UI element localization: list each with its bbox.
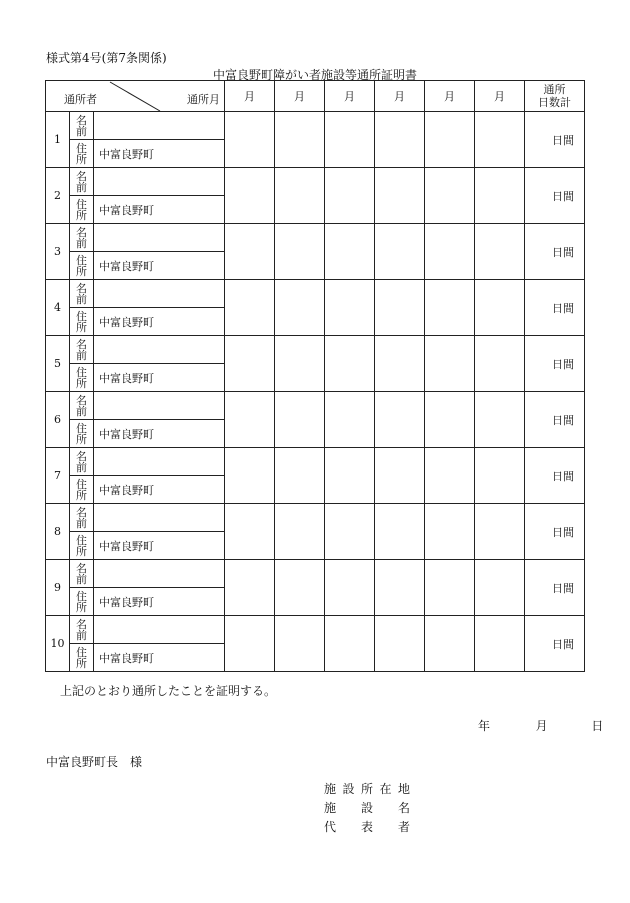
month-attendance-cell[interactable] — [325, 560, 375, 616]
name-field[interactable] — [94, 392, 225, 420]
month-attendance-cell[interactable] — [325, 168, 375, 224]
address-label-char: 住 — [76, 533, 87, 547]
month-attendance-cell[interactable] — [325, 112, 375, 168]
month-attendance-cell[interactable] — [375, 168, 425, 224]
month-attendance-cell[interactable] — [475, 224, 525, 280]
header-month: 月 — [275, 81, 325, 112]
address-label — [70, 588, 94, 616]
name-label — [70, 392, 94, 420]
name-label-char: 前 — [76, 572, 87, 586]
attendance-table — [45, 80, 585, 672]
name-label-char: 前 — [76, 628, 87, 642]
header-month: 月 — [225, 81, 275, 112]
month-attendance-cell[interactable] — [375, 336, 425, 392]
row-number: 5 — [46, 336, 70, 392]
name-label — [70, 336, 94, 364]
month-attendance-cell[interactable] — [275, 112, 325, 168]
header-month: 月 — [425, 81, 475, 112]
name-label-char: 前 — [76, 348, 87, 362]
document-title: 中富良野町障がい者施設等通所証明書 — [212, 68, 417, 82]
day-total-cell[interactable]: 日間 — [525, 168, 585, 224]
month-attendance-cell[interactable] — [375, 448, 425, 504]
name-field[interactable] — [94, 112, 225, 140]
month-attendance-cell[interactable] — [375, 560, 425, 616]
address-label — [70, 252, 94, 280]
name-label — [70, 616, 94, 644]
month-attendance-cell[interactable] — [225, 392, 275, 448]
name-label-char: 名 — [76, 281, 87, 295]
month-attendance-cell[interactable] — [325, 280, 375, 336]
month-attendance-cell[interactable] — [375, 224, 425, 280]
month-attendance-cell[interactable] — [225, 336, 275, 392]
date-day-field[interactable]: 日 — [591, 719, 604, 733]
month-attendance-cell[interactable] — [275, 504, 325, 560]
month-attendance-cell[interactable] — [225, 504, 275, 560]
name-field[interactable] — [94, 280, 225, 308]
name-label-char: 前 — [76, 292, 87, 306]
day-total-cell[interactable]: 日間 — [525, 560, 585, 616]
name-label-char: 前 — [76, 516, 87, 530]
month-attendance-cell[interactable] — [325, 448, 375, 504]
address-field[interactable]: 中富良野町 — [94, 308, 225, 336]
month-attendance-cell[interactable] — [475, 336, 525, 392]
name-label-char: 前 — [76, 180, 87, 194]
month-attendance-cell[interactable] — [225, 560, 275, 616]
address-label-char: 所 — [76, 208, 87, 222]
name-field[interactable] — [94, 224, 225, 252]
address-field[interactable]: 中富良野町 — [94, 364, 225, 392]
month-attendance-cell[interactable] — [325, 336, 375, 392]
month-attendance-cell[interactable] — [375, 280, 425, 336]
month-attendance-cell[interactable] — [275, 224, 325, 280]
row-number: 2 — [46, 168, 70, 224]
address-label-char: 所 — [76, 488, 87, 502]
name-label-char: 名 — [76, 225, 87, 239]
month-attendance-cell[interactable] — [225, 112, 275, 168]
name-field[interactable] — [94, 616, 225, 644]
address-label-char: 所 — [76, 656, 87, 670]
month-attendance-cell[interactable] — [225, 280, 275, 336]
address-label — [70, 308, 94, 336]
row-number: 9 — [46, 560, 70, 616]
month-attendance-cell[interactable] — [425, 112, 475, 168]
month-attendance-cell[interactable] — [475, 392, 525, 448]
row-number: 7 — [46, 448, 70, 504]
person-row-name — [46, 224, 585, 252]
month-attendance-cell[interactable] — [275, 616, 325, 672]
person-row-name — [46, 168, 585, 196]
address-label-char: 所 — [76, 544, 87, 558]
month-attendance-cell[interactable] — [325, 616, 375, 672]
header-month: 月 — [375, 81, 425, 112]
month-attendance-cell[interactable] — [325, 504, 375, 560]
address-label-char: 所 — [76, 600, 87, 614]
month-attendance-cell[interactable] — [475, 112, 525, 168]
address-label-char: 住 — [76, 197, 87, 211]
header-month-label: 通所月 — [187, 93, 220, 106]
address-label — [70, 644, 94, 672]
address-field[interactable]: 中富良野町 — [94, 644, 225, 672]
address-label — [70, 532, 94, 560]
address-label-char: 住 — [76, 421, 87, 435]
address-label-char: 住 — [76, 141, 87, 155]
month-attendance-cell[interactable] — [225, 448, 275, 504]
addressee: 中富良野町長 様 — [46, 755, 143, 769]
month-attendance-cell[interactable] — [225, 224, 275, 280]
name-label — [70, 448, 94, 476]
address-label-char: 住 — [76, 645, 87, 659]
month-attendance-cell[interactable] — [425, 504, 475, 560]
month-attendance-cell[interactable] — [425, 280, 475, 336]
name-label-char: 名 — [76, 113, 87, 127]
day-total-cell[interactable]: 日間 — [525, 392, 585, 448]
name-label-char: 名 — [76, 169, 87, 183]
day-total-cell[interactable]: 日間 — [525, 112, 585, 168]
name-label-char: 前 — [76, 124, 87, 138]
date-year-field[interactable]: 年 — [478, 719, 491, 733]
month-attendance-cell[interactable] — [325, 392, 375, 448]
day-total-cell[interactable]: 日間 — [525, 224, 585, 280]
day-total-cell[interactable]: 日間 — [525, 336, 585, 392]
month-attendance-cell[interactable] — [475, 560, 525, 616]
person-row-name — [46, 504, 585, 532]
address-label-char: 所 — [76, 376, 87, 390]
address-field[interactable]: 中富良野町 — [94, 196, 225, 224]
month-attendance-cell[interactable] — [375, 504, 425, 560]
person-row-name — [46, 336, 585, 364]
address-label — [70, 364, 94, 392]
address-label-char: 所 — [76, 432, 87, 446]
month-attendance-cell[interactable] — [275, 280, 325, 336]
address-field[interactable]: 中富良野町 — [94, 476, 225, 504]
month-attendance-cell[interactable] — [375, 616, 425, 672]
month-attendance-cell[interactable] — [275, 392, 325, 448]
month-attendance-cell[interactable] — [475, 168, 525, 224]
header-day-total — [525, 81, 585, 112]
name-label-char: 前 — [76, 460, 87, 474]
name-label-char: 前 — [76, 236, 87, 250]
certification-text: 上記のとおり通所したことを証明する。 — [60, 684, 277, 698]
address-field[interactable]: 中富良野町 — [94, 420, 225, 448]
month-attendance-cell[interactable] — [475, 616, 525, 672]
month-attendance-cell[interactable] — [325, 224, 375, 280]
month-attendance-cell[interactable] — [275, 168, 325, 224]
facility-name-label: 施設名 — [324, 801, 410, 815]
day-total-cell[interactable]: 日間 — [525, 504, 585, 560]
person-row-name — [46, 560, 585, 588]
month-attendance-cell[interactable] — [425, 392, 475, 448]
name-label-char: 名 — [76, 505, 87, 519]
name-label-char: 名 — [76, 393, 87, 407]
month-attendance-cell[interactable] — [375, 112, 425, 168]
address-label-char: 所 — [76, 320, 87, 334]
address-field[interactable]: 中富良野町 — [94, 532, 225, 560]
facility-representative-label: 代表者 — [324, 820, 410, 834]
header-month: 月 — [475, 81, 525, 112]
header-person-month-cell — [46, 81, 225, 112]
address-label-char: 所 — [76, 152, 87, 166]
name-label — [70, 280, 94, 308]
address-label-char: 住 — [76, 309, 87, 323]
person-row-name — [46, 616, 585, 644]
name-label — [70, 224, 94, 252]
month-attendance-cell[interactable] — [225, 168, 275, 224]
row-number: 6 — [46, 392, 70, 448]
header-day-total-line2: 日数計 — [538, 96, 571, 109]
header-row — [46, 81, 585, 112]
month-attendance-cell[interactable] — [425, 336, 475, 392]
day-total-cell[interactable]: 日間 — [525, 280, 585, 336]
address-field[interactable]: 中富良野町 — [94, 140, 225, 168]
header-person-label: 通所者 — [64, 93, 97, 106]
address-label — [70, 140, 94, 168]
name-label — [70, 112, 94, 140]
header-day-total-line1: 通所 — [543, 83, 566, 96]
month-attendance-cell[interactable] — [425, 448, 475, 504]
name-label-char: 前 — [76, 404, 87, 418]
name-label-char: 名 — [76, 449, 87, 463]
address-label — [70, 196, 94, 224]
name-label-char: 名 — [76, 561, 87, 575]
name-label-char: 名 — [76, 617, 87, 631]
address-label-char: 住 — [76, 253, 87, 267]
address-field[interactable]: 中富良野町 — [94, 588, 225, 616]
row-number: 1 — [46, 112, 70, 168]
facility-location-label: 施設所在地 — [324, 782, 410, 796]
month-attendance-cell[interactable] — [275, 336, 325, 392]
address-label — [70, 420, 94, 448]
address-label-char: 所 — [76, 264, 87, 278]
month-attendance-cell[interactable] — [375, 392, 425, 448]
month-attendance-cell[interactable] — [475, 448, 525, 504]
month-attendance-cell[interactable] — [275, 560, 325, 616]
month-attendance-cell[interactable] — [425, 616, 475, 672]
address-label — [70, 476, 94, 504]
name-label — [70, 168, 94, 196]
day-total-cell[interactable]: 日間 — [525, 616, 585, 672]
name-label — [70, 504, 94, 532]
header-month: 月 — [325, 81, 375, 112]
form-number: 様式第4号(第7条関係) — [46, 51, 167, 65]
month-attendance-cell[interactable] — [425, 560, 475, 616]
month-attendance-cell[interactable] — [275, 448, 325, 504]
address-label-char: 住 — [76, 365, 87, 379]
date-line — [478, 717, 603, 734]
address-label-char: 住 — [76, 477, 87, 491]
name-field[interactable] — [94, 504, 225, 532]
name-label-char: 名 — [76, 337, 87, 351]
month-attendance-cell[interactable] — [425, 168, 475, 224]
day-total-cell[interactable]: 日間 — [525, 448, 585, 504]
name-field[interactable] — [94, 168, 225, 196]
name-field[interactable] — [94, 448, 225, 476]
row-number: 4 — [46, 280, 70, 336]
facility-block — [324, 780, 410, 837]
name-field[interactable] — [94, 560, 225, 588]
person-row-name — [46, 392, 585, 420]
name-field[interactable] — [94, 336, 225, 364]
month-attendance-cell[interactable] — [225, 616, 275, 672]
month-attendance-cell[interactable] — [425, 224, 475, 280]
row-number: 8 — [46, 504, 70, 560]
name-label — [70, 560, 94, 588]
address-field[interactable]: 中富良野町 — [94, 252, 225, 280]
month-attendance-cell[interactable] — [475, 504, 525, 560]
date-month-field[interactable]: 月 — [535, 719, 548, 733]
row-number: 3 — [46, 224, 70, 280]
person-row-name — [46, 112, 585, 140]
person-row-name — [46, 448, 585, 476]
address-label-char: 住 — [76, 589, 87, 603]
row-number: 10 — [46, 616, 70, 672]
person-row-name — [46, 280, 585, 308]
month-attendance-cell[interactable] — [475, 280, 525, 336]
